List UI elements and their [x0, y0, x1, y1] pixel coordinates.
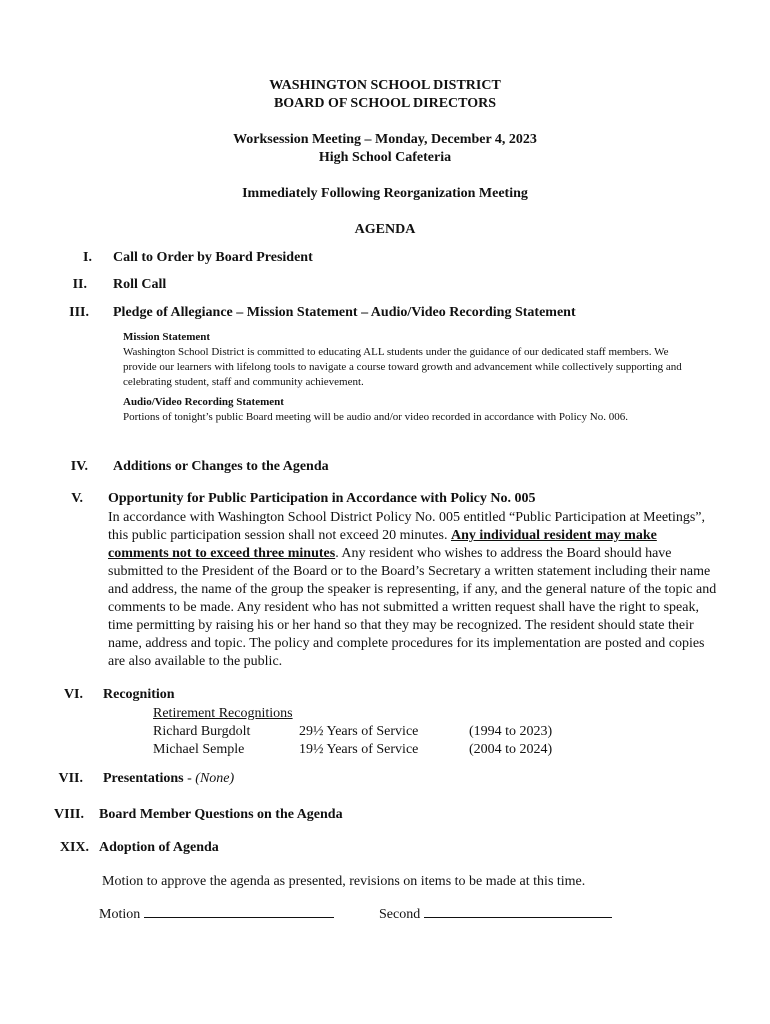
item-number: VI.	[63, 687, 83, 702]
item-number: VII.	[58, 771, 83, 786]
item-title: Roll Call	[113, 277, 167, 292]
second-label: Second	[379, 907, 421, 922]
district-title: WASHINGTON SCHOOL DISTRICT	[269, 78, 501, 93]
motion-text: Motion to approve the agenda as presented, revisions on items to be made at this time.	[102, 874, 586, 889]
recording-heading: Audio/Video Recording Statement	[123, 396, 284, 408]
retiree-years: (1994 to 2023)	[469, 724, 553, 739]
item-title: Recognition	[103, 687, 175, 702]
meeting-location: High School Cafeteria	[318, 150, 452, 165]
public-participation-text: In accordance with Washington School District Policy No. 005 entitled “Public Participation at Meetings”, this public participation session shall not exceed 20 minutes. Any individual resident may make comments not to exceed three minutes. Any resident who wishes to address the Board should have submitted to the President of the Board or to the Board’s Secretary a written statement including their name and address, the name of the group the speaker is representing, if any, and the general nature of the topic and comments to be made. Any resident who has not submitted a written request shall have the right to speak, time permitting by raising his or her hand so that they may be recognized. The resident should state their name, address and topic. The policy and complete procedures for its implementation are posted and copies are also available to the public.	[108, 510, 717, 669]
three-minute-rule: Any individual resident may make comments not to exceed three minutes	[108, 528, 657, 561]
item-title: Pledge of Allegiance – Mission Statement – Audio/Video Recording Statement	[113, 305, 576, 320]
motion-blank	[144, 905, 334, 918]
retiree-name: Richard Burgdolt	[153, 724, 251, 739]
retirement-subheading: Retirement Recognitions	[153, 706, 293, 721]
retiree-years: (2004 to 2024)	[469, 742, 553, 757]
motion-signature-line	[99, 905, 334, 924]
motion-label: Motion	[99, 907, 141, 922]
item-title: Adoption of Agenda	[99, 840, 219, 855]
item-number: VIII.	[54, 807, 84, 822]
meeting-title: Worksession Meeting – Monday, December 4, 2023	[233, 132, 537, 147]
item-title: Board Member Questions on the Agenda	[99, 807, 343, 822]
board-title: BOARD OF SCHOOL DIRECTORS	[273, 96, 497, 111]
item-number: II.	[72, 277, 87, 292]
item-number: I.	[83, 250, 92, 265]
retiree-name: Michael Semple	[153, 742, 245, 757]
recording-text: Portions of tonight’s public Board meeting will be audio and/or video recorded in accordance with Policy No. 006.	[123, 411, 628, 423]
item-number: IV.	[70, 459, 88, 474]
item-title: Additions or Changes to the Agenda	[113, 459, 329, 474]
mission-heading: Mission Statement	[123, 331, 211, 343]
retiree-service: 19½ Years of Service	[299, 742, 419, 757]
item-number: V.	[71, 491, 83, 506]
item-title: Presentations - (None)	[103, 771, 235, 786]
item-title: Call to Order by Board President	[113, 250, 313, 265]
item-number: XIX.	[59, 840, 89, 855]
retiree-service: 29½ Years of Service	[299, 724, 419, 739]
mission-text: Washington School District is committed to educating ALL students under the guidance of our dedicated staff members. We provide our learners with lifelong tools to navigate a course toward growth and advancement while collectively supporting and celebrating student, staff and community achievement.	[123, 346, 682, 388]
presentations-note: - (None)	[183, 771, 235, 786]
agenda-heading: AGENDA	[354, 222, 416, 237]
second-signature-line	[379, 905, 612, 924]
item-number: III.	[69, 305, 89, 320]
following-note: Immediately Following Reorganization Meeting	[242, 186, 528, 201]
item-title: Opportunity for Public Participation in Accordance with Policy No. 005	[108, 491, 536, 506]
second-blank	[424, 905, 612, 918]
